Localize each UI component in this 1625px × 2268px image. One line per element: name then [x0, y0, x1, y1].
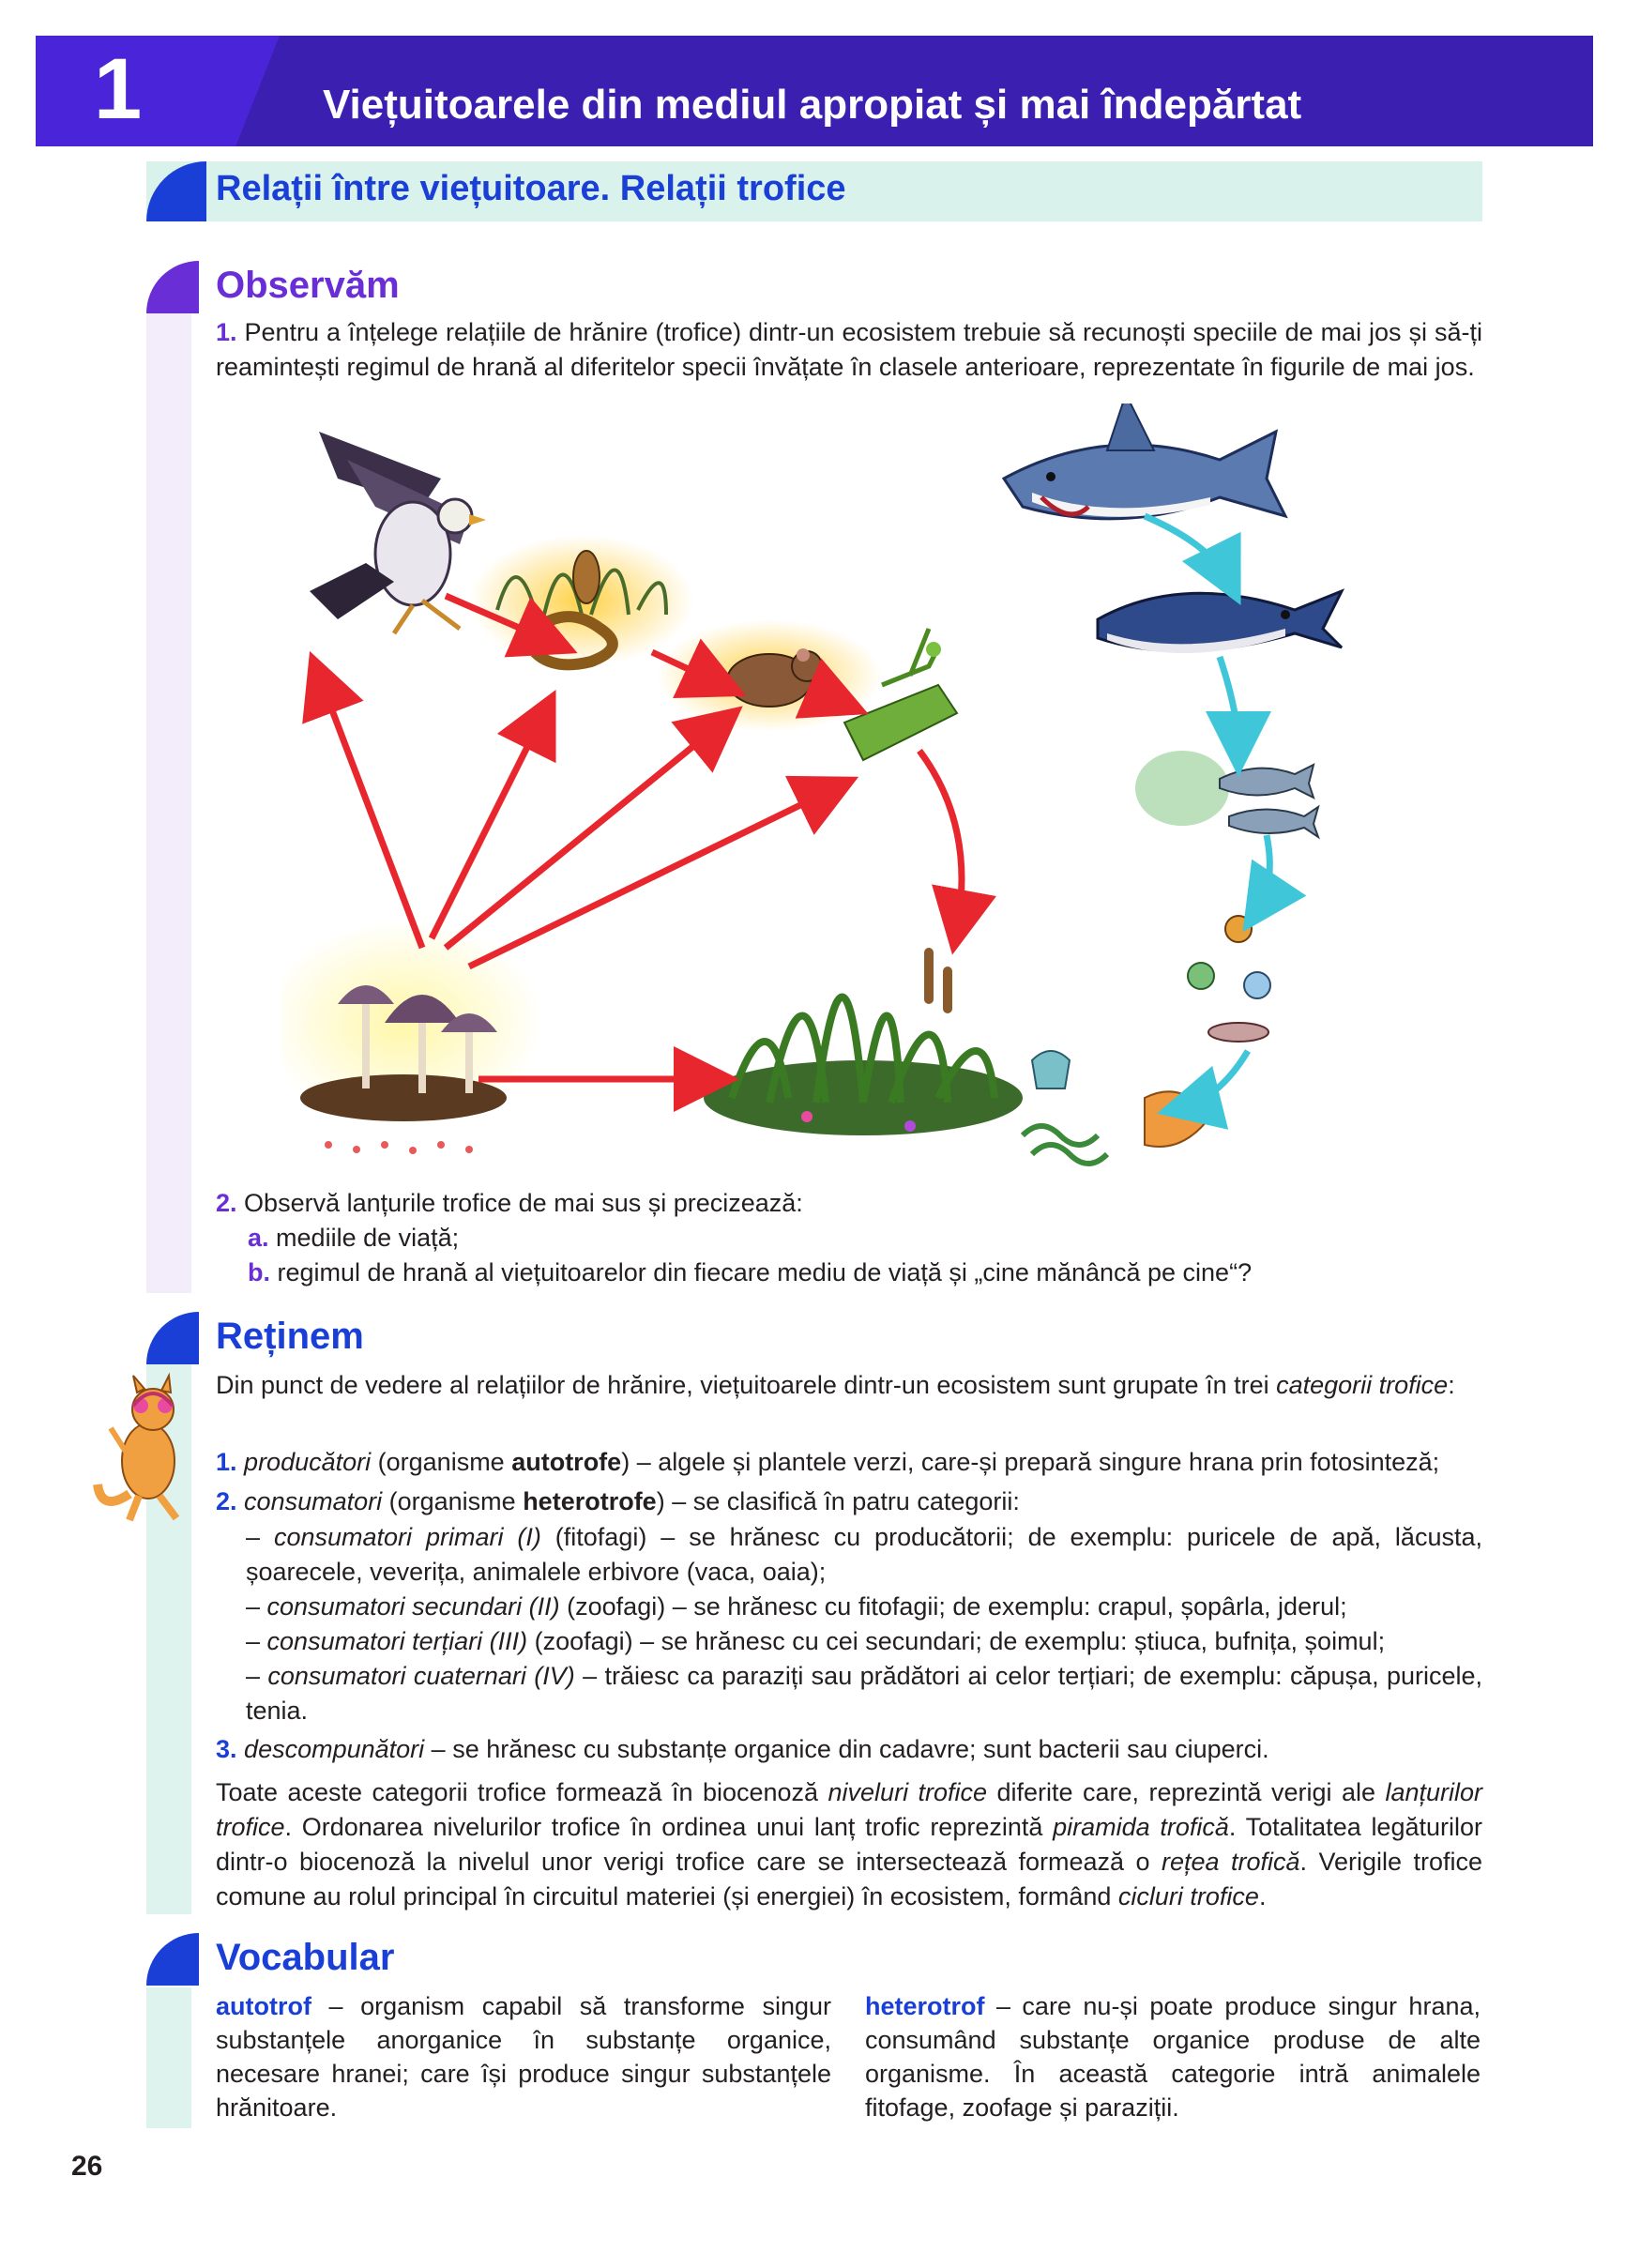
- consumer-item: – consumatori cuaternari (IV) – trăiesc ca paraziți sau prădători ai celor terțiari; de exemplu: căpușa, puricele, tenia.: [246, 1662, 1482, 1725]
- retinem-corner-decoration: [146, 1312, 199, 1364]
- vocabular-corner-decoration: [146, 1933, 199, 1986]
- chapter-title: Viețuitoarele din mediul apropiat și mai îndepărtat: [323, 82, 1302, 128]
- para-italic: lanțurilor trofice: [216, 1778, 1482, 1841]
- point-term: consumatori: [244, 1487, 383, 1515]
- intro-text: Din punct de vedere al relațiilor de hrănire, viețuitoarele dintr-un ecosistem sunt grupate în trei: [216, 1371, 1277, 1399]
- para-italic: rețea trofică: [1161, 1848, 1300, 1876]
- tuna-image: [1098, 591, 1342, 653]
- para-text: . Verigile trofice comune au rolul principal în circuitul materiei (și energiei) în ecosistem, formând: [216, 1848, 1482, 1910]
- point-text: (organisme: [382, 1487, 524, 1515]
- observam-heading: Observăm: [216, 265, 400, 306]
- shark-image: [1004, 403, 1285, 519]
- vocabular-side-bar: [146, 1987, 191, 2128]
- para-text: Toate aceste categorii trofice formează în biocenoză: [216, 1778, 828, 1806]
- vocab-definition: – organism capabil să transforme singur substanțele anorganice în substanțe organice, necesare hranei; care își produce singur substanțele hrănitoare.: [216, 1992, 831, 2122]
- subitem-text: mediile de viață;: [276, 1224, 460, 1252]
- kangaroo-mascot-image: [92, 1372, 205, 1522]
- chapter-banner: [36, 36, 1593, 146]
- para-italic: cicluri trofice: [1117, 1882, 1259, 1910]
- subitem-label: b.: [248, 1258, 270, 1286]
- observam-corner-decoration: [146, 261, 199, 313]
- consumer-text: – trăiesc ca paraziți sau prădători ai celor terțiari; de exemplu: căpușa, puricele, tenia.: [246, 1662, 1482, 1725]
- consumer-text: (zoofagi) – se hrănesc cu fitofagii; de exemplu: crapul, șopârla, jderul;: [559, 1592, 1347, 1621]
- observam-item-1: [216, 315, 1482, 385]
- retinem-point-2: [216, 1484, 1492, 1519]
- observam-side-bar: [146, 310, 191, 1293]
- lesson-title: Relații între viețuitoare. Relații trofice: [216, 169, 846, 208]
- point-term: producători: [244, 1448, 372, 1476]
- arrow-mushroom-to-snake: [432, 713, 544, 938]
- point-bold: autotrofe: [511, 1448, 622, 1476]
- intro-italic: categorii trofice: [1276, 1371, 1449, 1399]
- vocab-term: autotrof: [216, 1992, 311, 2020]
- item-number: 1.: [216, 318, 237, 346]
- mushrooms-image: [281, 920, 544, 1154]
- grass-plant-image: [704, 948, 1023, 1135]
- item-text: Pentru a înțelege relațiile de hrănire (trofice) dintr-un ecosistem trebuie să recunoști speciile de mai jos și să-ți reamintești regimul de hrană al diferitelor specii învățate în clasele anterioare, reprezentate în figurile de mai jos.: [216, 318, 1482, 381]
- point-number: 1.: [216, 1448, 237, 1476]
- chapter-number: 1: [94, 41, 143, 137]
- consumer-item: – consumatori primari (I) (fitofagi) – se hrănesc cu producătorii; de exemplu: puricele de apă, lăcusta, șoarecele, veverița, animalele erbivore (vaca, oaia);: [246, 1523, 1482, 1586]
- consumer-text: (zoofagi) – se hrănesc cu cei secundari; de exemplu: știuca, bufnița, șoimul;: [527, 1627, 1386, 1655]
- vocab-entry-autotrof: [216, 1989, 831, 2124]
- consumer-item: – consumatori secundari (II) (zoofagi) – se hrănesc cu fitofagii; de exemplu: crapul, șopârla, jderul;: [246, 1592, 1347, 1621]
- mouse-image: [657, 619, 882, 732]
- retinem-summary-paragraph: [216, 1775, 1482, 1914]
- para-italic: niveluri trofice: [828, 1778, 988, 1806]
- consumer-term: consumatori cuaternari (IV): [267, 1662, 575, 1690]
- arrow-tuna-to-fish: [1220, 657, 1238, 751]
- arrow-mushroom-to-mantis: [469, 788, 835, 967]
- point-number: 2.: [216, 1487, 237, 1515]
- item-text: Observă lanțurile trofice de mai sus și precizează:: [244, 1189, 803, 1217]
- retinem-point-1: [216, 1445, 1492, 1480]
- chapter-number-background: [36, 36, 280, 146]
- arrow-mantis-to-plant: [919, 751, 962, 929]
- vocab-definition: – care nu-și poate produce singur hrana, consumând substanțe organice produse de alte organisme. În această categorie intră animalele fitofage, zoofage și paraziții.: [865, 1992, 1481, 2122]
- point-bold: heterotrofe: [523, 1487, 657, 1515]
- para-text: diferite care, reprezintă verigi ale: [987, 1778, 1386, 1806]
- subitem-text: regimul de hrană al viețuitoarelor din fiecare mediu de viață și „cine mănâncă pe cine“?: [277, 1258, 1253, 1286]
- intro-end: :: [1448, 1371, 1455, 1399]
- consumer-text: (fitofagi) – se hrănesc cu producătorii; de exemplu: puricele de apă, lăcusta, șoarecele, veverița, animalele erbivore (vaca, oaia);: [246, 1523, 1482, 1586]
- arrow-fish-to-zooplankton: [1257, 835, 1269, 910]
- food-web-illustration: [281, 403, 1520, 1182]
- snake-image: [469, 535, 694, 666]
- vocab-term: heterotrof: [865, 1992, 985, 2020]
- point-number: 3.: [216, 1735, 237, 1763]
- arrow-mushroom-to-eagle: [319, 676, 422, 948]
- point-text-end: ) – algele și plantele verzi, care-și prepară singure hrana prin fotosinteză;: [621, 1448, 1440, 1476]
- para-text: . Totalitatea legăturilor dintr-o biocenoză la nivelul unor verigi trofice care se intersectează formează o: [216, 1813, 1482, 1876]
- para-italic: piramida trofică: [1053, 1813, 1229, 1841]
- point-text: – se hrănesc cu substanțe organice din cadavre; sunt bacterii sau ciuperci.: [424, 1735, 1269, 1763]
- consumer-term: consumatori secundari (II): [266, 1592, 560, 1621]
- page-number: 26: [71, 2151, 103, 2182]
- observam-item-2: [216, 1186, 1482, 1290]
- arrow-shark-to-tuna: [1145, 516, 1229, 582]
- consumer-item: – consumatori terțiari (III) (zoofagi) – se hrănesc cu cei secundari; de exemplu: știuca, bufnița, șoimul;: [246, 1627, 1386, 1655]
- subitem-label: a.: [248, 1224, 269, 1252]
- para-text: .: [1258, 1882, 1267, 1910]
- retinem-point-3: [216, 1732, 1492, 1767]
- small-fish-image: [1135, 751, 1318, 837]
- vocab-entry-heterotrof: [865, 1989, 1481, 2124]
- point-text-end: ) – se clasifică în patru categorii:: [656, 1487, 1020, 1515]
- retinem-intro: [216, 1368, 1482, 1403]
- vocabular-heading: Vocabular: [216, 1937, 395, 1978]
- consumer-term: consumatori primari (I): [273, 1523, 541, 1551]
- item-number: 2.: [216, 1189, 237, 1217]
- para-text: . Ordonarea nivelurilor trofice în ordinea unui lanț trofic reprezintă: [284, 1813, 1054, 1841]
- retinem-heading: Reținem: [216, 1316, 364, 1357]
- consumer-term: consumatori terțiari (III): [266, 1627, 528, 1655]
- point-text: (organisme: [371, 1448, 512, 1476]
- consumer-categories-list: [246, 1520, 1482, 1728]
- point-term: descompunători: [244, 1735, 425, 1763]
- zooplankton-image: [1188, 916, 1270, 1042]
